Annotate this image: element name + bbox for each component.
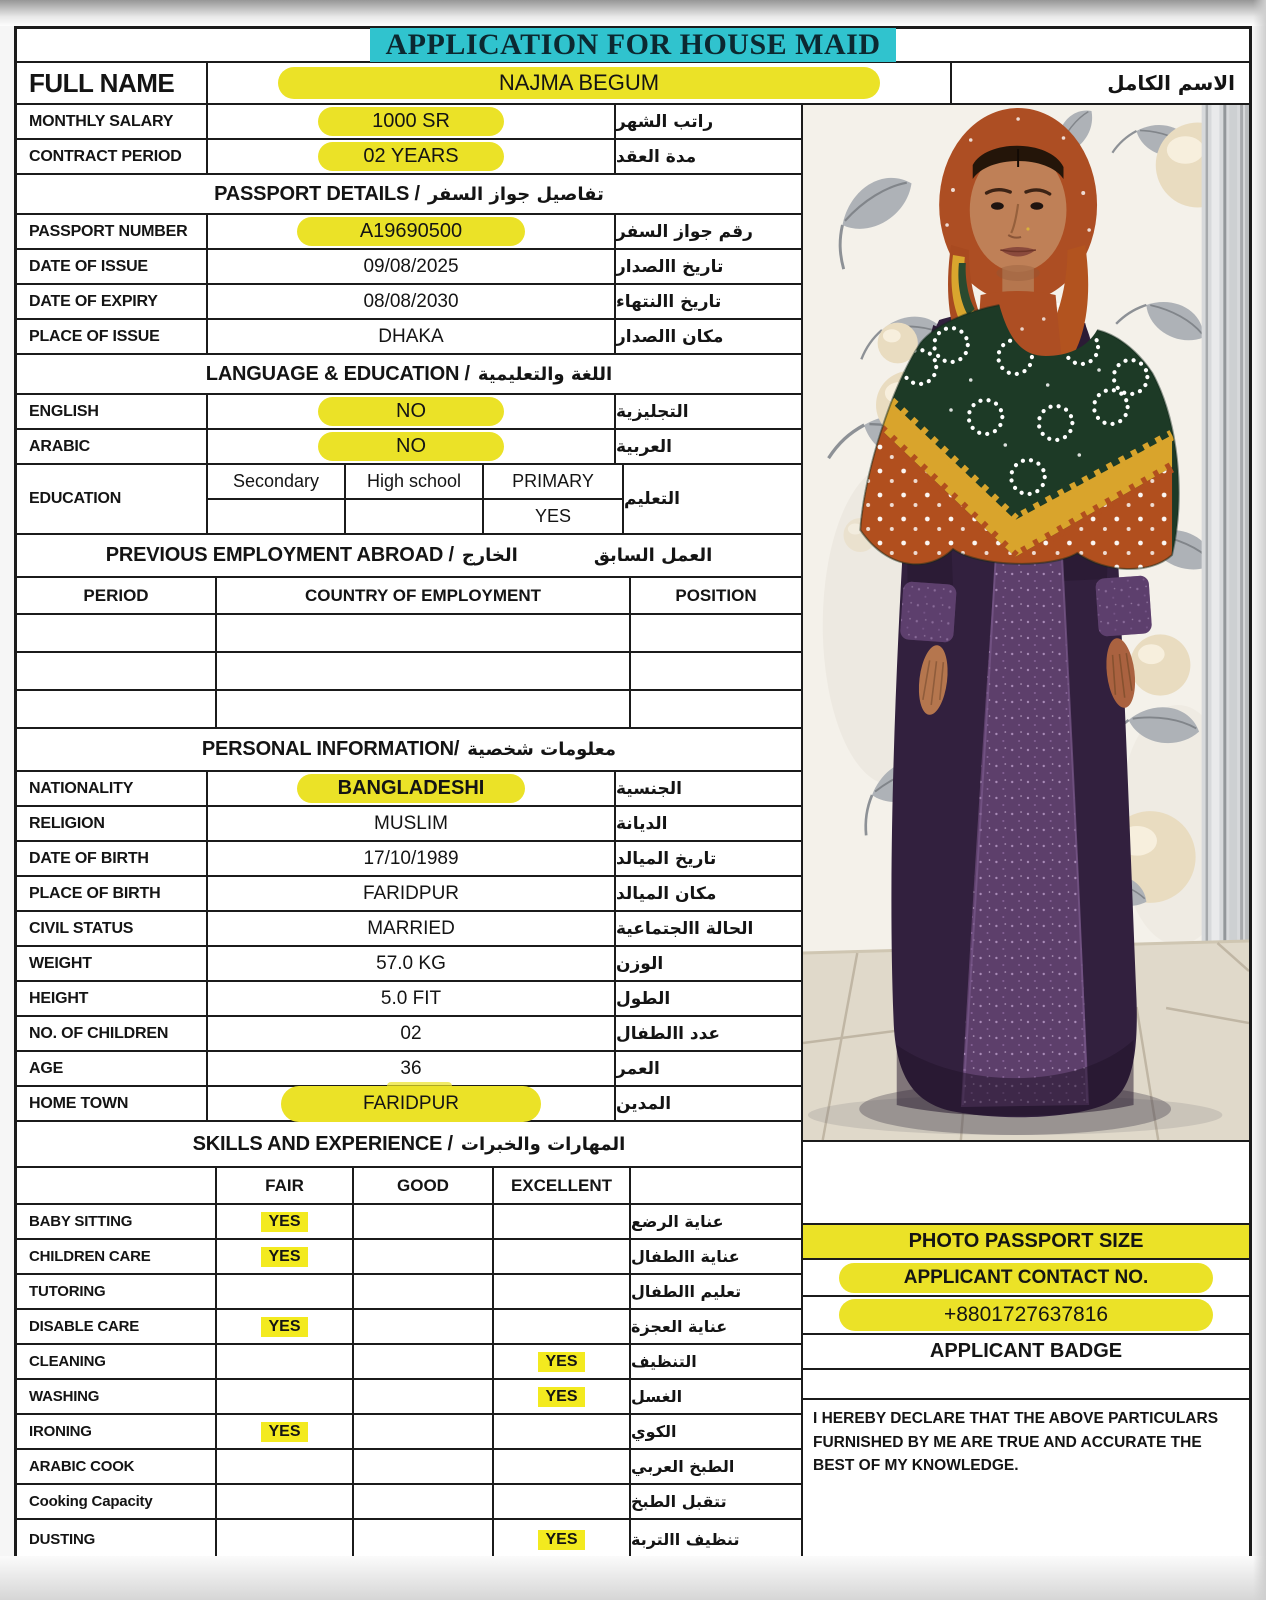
language-section-header bbox=[17, 355, 801, 395]
skill-row-disable-care bbox=[17, 1310, 801, 1345]
skill-arabic: عناية العجزة bbox=[631, 1317, 728, 1336]
arabic-label: ARABIC bbox=[17, 430, 208, 463]
education-label: EDUCATION bbox=[17, 465, 208, 533]
contract-period-arabic: مدة العقد bbox=[616, 146, 697, 167]
english-arabic: التجليزية bbox=[616, 401, 689, 422]
passport-header-en: PASSPORT DETAILS / bbox=[214, 182, 420, 205]
children-arabic: عدد االطفال bbox=[616, 1023, 721, 1044]
skill-label: CHILDREN CARE bbox=[17, 1240, 217, 1273]
applicant-photo-illustration bbox=[803, 105, 1249, 1140]
skill-arabic: الغسل bbox=[631, 1387, 683, 1406]
passport-section-header bbox=[17, 175, 801, 215]
education-answer-primary: YES bbox=[534, 506, 572, 526]
full-name-arabic: الاسم الكامل bbox=[950, 63, 1249, 103]
education-level-secondary: Secondary bbox=[208, 465, 346, 500]
scan-bottom-shadow bbox=[0, 1556, 1266, 1600]
weight-value: 57.0 KG bbox=[208, 947, 616, 980]
date-of-expiry-arabic: تاريخ االنتهاء bbox=[616, 291, 722, 312]
skill-excellent-cell bbox=[494, 1415, 631, 1448]
language-header-en: LANGUAGE & EDUCATION / bbox=[205, 362, 470, 385]
skill-fair-cell bbox=[217, 1380, 354, 1413]
children-label: NO. OF CHILDREN bbox=[17, 1017, 208, 1050]
skill-good-cell bbox=[354, 1275, 494, 1308]
monthly-salary-cell bbox=[208, 105, 616, 138]
skill-label: TUTORING bbox=[17, 1275, 217, 1308]
skill-excellent-cell: YES bbox=[494, 1380, 631, 1413]
skill-fair-cell: YES bbox=[217, 1310, 354, 1343]
skill-arabic: تعليم االطفال bbox=[631, 1282, 742, 1301]
employment-row-1 bbox=[17, 615, 801, 653]
weight-label: WEIGHT bbox=[17, 947, 208, 980]
skill-label: IRONING bbox=[17, 1415, 217, 1448]
skill-good-cell bbox=[354, 1450, 494, 1483]
employment-cell bbox=[217, 691, 631, 727]
education-answer-secondary bbox=[208, 500, 346, 533]
skill-excellent-cell bbox=[494, 1485, 631, 1518]
employment-cell bbox=[17, 691, 217, 727]
contract-period-row bbox=[17, 140, 801, 175]
arabic-cell bbox=[208, 430, 616, 463]
nationality-cell bbox=[208, 772, 616, 805]
skill-label: DUSTING bbox=[17, 1520, 217, 1559]
scan-right-shadow bbox=[1253, 0, 1266, 1600]
employment-section-header bbox=[17, 535, 801, 578]
empty-cell bbox=[803, 1142, 1249, 1225]
place-of-issue-arabic: مكان االصدار bbox=[616, 326, 724, 347]
skills-col-fair: FAIR bbox=[217, 1168, 354, 1203]
date-of-issue-value: 09/08/2025 bbox=[208, 250, 616, 283]
employment-cell bbox=[631, 691, 801, 727]
skill-good-cell bbox=[354, 1205, 494, 1238]
full-name-label: FULL NAME bbox=[17, 63, 208, 103]
arabic-arabic: العربية bbox=[616, 436, 673, 457]
monthly-salary-label: MONTHLY SALARY bbox=[17, 105, 208, 138]
height-arabic: الطول bbox=[616, 988, 671, 1009]
skills-col-arabic-empty bbox=[631, 1168, 801, 1203]
date-of-expiry-row bbox=[17, 285, 801, 320]
skill-row-washing bbox=[17, 1380, 801, 1415]
employment-header-ar-abroad: الخارج bbox=[461, 545, 518, 566]
employment-col-period: PERIOD bbox=[17, 578, 217, 613]
education-row bbox=[17, 465, 801, 535]
contact-label: APPLICANT CONTACT NO. bbox=[839, 1263, 1214, 1293]
skill-label: Cooking Capacity bbox=[17, 1485, 217, 1518]
skill-excellent-cell bbox=[494, 1310, 631, 1343]
application-form bbox=[14, 26, 1252, 1562]
skill-arabic: تتقبل الطبخ bbox=[631, 1492, 727, 1511]
home-town-value: FARIDPUR bbox=[281, 1086, 541, 1122]
employment-cell bbox=[631, 615, 801, 651]
employment-header-ar-previous: العمل السابق bbox=[593, 545, 713, 566]
skill-fair-cell: YES bbox=[217, 1205, 354, 1238]
passport-number-row bbox=[17, 215, 801, 250]
height-value: 5.0 FIT bbox=[208, 982, 616, 1015]
skill-good-cell bbox=[354, 1345, 494, 1378]
contact-number: +8801727637816 bbox=[839, 1299, 1214, 1331]
home-town-row bbox=[17, 1087, 801, 1122]
children-row bbox=[17, 1017, 801, 1052]
skill-row-baby-sitting bbox=[17, 1205, 801, 1240]
place-of-birth-label: PLACE OF BIRTH bbox=[17, 877, 208, 910]
place-of-issue-row bbox=[17, 320, 801, 355]
monthly-salary-value: 1000 SR bbox=[318, 107, 505, 136]
declaration-text: I HEREBY DECLARE THAT THE ABOVE PARTICULARS FURNISHED BY ME ARE TRUE AND ACCURATE THE BEST OF MY KNOWLEDGE. bbox=[813, 1410, 1219, 1475]
skill-fair-cell bbox=[217, 1485, 354, 1518]
skill-good-cell bbox=[354, 1310, 494, 1343]
skill-fair-cell bbox=[217, 1275, 354, 1308]
skill-label: DISABLE CARE bbox=[17, 1310, 217, 1343]
language-header-ar: اللغة والتعليمية bbox=[477, 363, 613, 385]
date-of-expiry-label: DATE OF EXPIRY bbox=[17, 285, 208, 318]
skill-excellent-cell: YES bbox=[494, 1520, 631, 1559]
skills-section-header bbox=[17, 1122, 801, 1168]
children-value: 02 bbox=[208, 1017, 616, 1050]
contact-label-row bbox=[803, 1260, 1249, 1297]
employment-columns-row bbox=[17, 578, 801, 615]
civil-status-label: CIVIL STATUS bbox=[17, 912, 208, 945]
religion-value: MUSLIM bbox=[208, 807, 616, 840]
skill-arabic: تنظيف االتربة bbox=[631, 1530, 740, 1549]
english-cell bbox=[208, 395, 616, 428]
employment-cell bbox=[217, 653, 631, 689]
skill-arabic: الكوي bbox=[631, 1422, 677, 1441]
education-arabic: التعليم bbox=[624, 489, 680, 509]
weight-arabic: الوزن bbox=[616, 953, 664, 974]
religion-label: RELIGION bbox=[17, 807, 208, 840]
home-town-cell bbox=[208, 1087, 616, 1120]
page-title: APPLICATION FOR HOUSE MAID bbox=[370, 28, 897, 62]
passport-number-label: PASSPORT NUMBER bbox=[17, 215, 208, 248]
full-name-value: NAJMA BEGUM bbox=[278, 67, 879, 99]
home-town-label: HOME TOWN bbox=[17, 1087, 208, 1120]
skill-label: ARABIC COOK bbox=[17, 1450, 217, 1483]
personal-header-en: PERSONAL INFORMATION/ bbox=[201, 738, 460, 760]
skill-row-cleaning bbox=[17, 1345, 801, 1380]
date-of-issue-arabic: تاريخ االصدار bbox=[616, 256, 724, 277]
place-of-birth-row bbox=[17, 877, 801, 912]
badge-label: APPLICANT BADGE bbox=[929, 1340, 1123, 1362]
civil-status-arabic: الحالة االجتماعية bbox=[616, 918, 754, 939]
date-of-birth-arabic: تاريخ الميالد bbox=[616, 848, 717, 869]
arabic-row bbox=[17, 430, 801, 465]
scan-top-shadow bbox=[0, 0, 1266, 26]
highlight-smudge bbox=[387, 1082, 452, 1090]
employment-col-country: COUNTRY OF EMPLOYMENT bbox=[217, 578, 631, 613]
skill-good-cell bbox=[354, 1380, 494, 1413]
civil-status-value: MARRIED bbox=[208, 912, 616, 945]
contact-number-row bbox=[803, 1297, 1249, 1335]
date-of-expiry-value: 08/08/2030 bbox=[208, 285, 616, 318]
skills-col-excellent: EXCELLENT bbox=[494, 1168, 631, 1203]
date-of-birth-value: 17/10/1989 bbox=[208, 842, 616, 875]
skill-arabic: الطبخ العربي bbox=[631, 1457, 735, 1476]
employment-cell bbox=[17, 653, 217, 689]
skill-fair-cell bbox=[217, 1345, 354, 1378]
skills-col-empty bbox=[17, 1168, 217, 1203]
english-value: NO bbox=[318, 397, 505, 426]
skill-excellent-cell bbox=[494, 1275, 631, 1308]
passport-number-value: A19690500 bbox=[297, 217, 524, 246]
home-town-arabic: المدين bbox=[616, 1093, 672, 1114]
photo-column bbox=[803, 105, 1249, 1559]
contract-period-cell bbox=[208, 140, 616, 173]
skills-header-ar: المهارات والخبرات bbox=[460, 1133, 626, 1155]
date-of-birth-label: DATE OF BIRTH bbox=[17, 842, 208, 875]
full-name-value-cell bbox=[208, 63, 950, 103]
passport-number-arabic: رقم جواز السفر bbox=[616, 221, 753, 242]
skill-label: WASHING bbox=[17, 1380, 217, 1413]
skill-arabic: التنظيف bbox=[631, 1352, 697, 1371]
skill-good-cell bbox=[354, 1415, 494, 1448]
skill-arabic: عناية الرضع bbox=[631, 1212, 724, 1231]
date-of-issue-label: DATE OF ISSUE bbox=[17, 250, 208, 283]
skill-fair-cell: YES bbox=[217, 1415, 354, 1448]
skill-label: BABY SITTING bbox=[17, 1205, 217, 1238]
form-column bbox=[17, 105, 803, 1559]
employment-col-position: POSITION bbox=[675, 585, 757, 605]
nationality-row bbox=[17, 772, 801, 807]
employment-row-2 bbox=[17, 653, 801, 691]
skill-row-ironing bbox=[17, 1415, 801, 1450]
religion-row bbox=[17, 807, 801, 842]
place-of-birth-arabic: مكان الميالد bbox=[616, 883, 717, 904]
contract-period-label: CONTRACT PERIOD bbox=[17, 140, 208, 173]
skill-row-arabic-cook bbox=[17, 1450, 801, 1485]
skill-good-cell bbox=[354, 1520, 494, 1559]
skill-row-children-care bbox=[17, 1240, 801, 1275]
place-of-issue-label: PLACE OF ISSUE bbox=[17, 320, 208, 353]
skill-label: CLEANING bbox=[17, 1345, 217, 1378]
title-row bbox=[17, 29, 1249, 63]
monthly-salary-row bbox=[17, 105, 801, 140]
applicant-photo bbox=[803, 105, 1249, 1142]
weight-row bbox=[17, 947, 801, 982]
age-value: 36 bbox=[208, 1052, 616, 1085]
personal-section-header bbox=[17, 729, 801, 772]
empty-cell bbox=[803, 1370, 1249, 1400]
arabic-value: NO bbox=[318, 432, 505, 461]
monthly-salary-arabic: راتب الشهر bbox=[616, 111, 714, 132]
passport-number-cell bbox=[208, 215, 616, 248]
personal-header-ar: معلومات شخصية bbox=[467, 739, 617, 760]
age-label: AGE bbox=[17, 1052, 208, 1085]
badge-row bbox=[803, 1335, 1249, 1370]
employment-cell bbox=[631, 653, 801, 689]
date-of-birth-row bbox=[17, 842, 801, 877]
skill-row-tutoring bbox=[17, 1275, 801, 1310]
education-level-primary: PRIMARY bbox=[484, 465, 622, 500]
employment-cell bbox=[17, 615, 217, 651]
skill-excellent-cell bbox=[494, 1205, 631, 1238]
photo-size-label: PHOTO PASSPORT SIZE bbox=[908, 1230, 1144, 1252]
english-row bbox=[17, 395, 801, 430]
skill-excellent-cell: YES bbox=[494, 1345, 631, 1378]
employment-header-en: PREVIOUS EMPLOYMENT ABROAD / bbox=[105, 544, 454, 566]
age-arabic: العمر bbox=[616, 1058, 660, 1079]
skill-excellent-cell bbox=[494, 1450, 631, 1483]
place-of-birth-value: FARIDPUR bbox=[208, 877, 616, 910]
education-answer-highschool bbox=[346, 500, 484, 533]
employment-row-3 bbox=[17, 691, 801, 729]
skill-fair-cell: YES bbox=[217, 1240, 354, 1273]
skills-col-good: GOOD bbox=[354, 1168, 494, 1203]
skills-header-en: SKILLS AND EXPERIENCE / bbox=[192, 1132, 453, 1155]
nationality-label: NATIONALITY bbox=[17, 772, 208, 805]
education-grid bbox=[208, 465, 624, 533]
nationality-value: BANGLADESHI bbox=[297, 774, 524, 803]
religion-arabic: الديانة bbox=[616, 813, 668, 834]
passport-header-ar: تفاصيل جواز السفر bbox=[427, 183, 604, 205]
skill-row-cooking-capacity bbox=[17, 1485, 801, 1520]
skill-good-cell bbox=[354, 1485, 494, 1518]
contract-period-value: 02 YEARS bbox=[318, 142, 505, 171]
skill-excellent-cell bbox=[494, 1240, 631, 1273]
employment-cell bbox=[217, 615, 631, 651]
place-of-issue-value: DHAKA bbox=[208, 320, 616, 353]
skill-row-dusting bbox=[17, 1520, 801, 1559]
photo-size-row bbox=[803, 1225, 1249, 1260]
height-row bbox=[17, 982, 801, 1017]
height-label: HEIGHT bbox=[17, 982, 208, 1015]
skill-fair-cell bbox=[217, 1520, 354, 1559]
full-name-row bbox=[17, 63, 1249, 105]
skill-good-cell bbox=[354, 1240, 494, 1273]
nationality-arabic: الجنسية bbox=[616, 778, 682, 799]
date-of-issue-row bbox=[17, 250, 801, 285]
skill-fair-cell bbox=[217, 1450, 354, 1483]
skills-columns-row bbox=[17, 1168, 801, 1205]
civil-status-row bbox=[17, 912, 801, 947]
english-label: ENGLISH bbox=[17, 395, 208, 428]
education-level-highschool: High school bbox=[346, 465, 484, 500]
skill-arabic: عناية االطفال bbox=[631, 1247, 740, 1266]
